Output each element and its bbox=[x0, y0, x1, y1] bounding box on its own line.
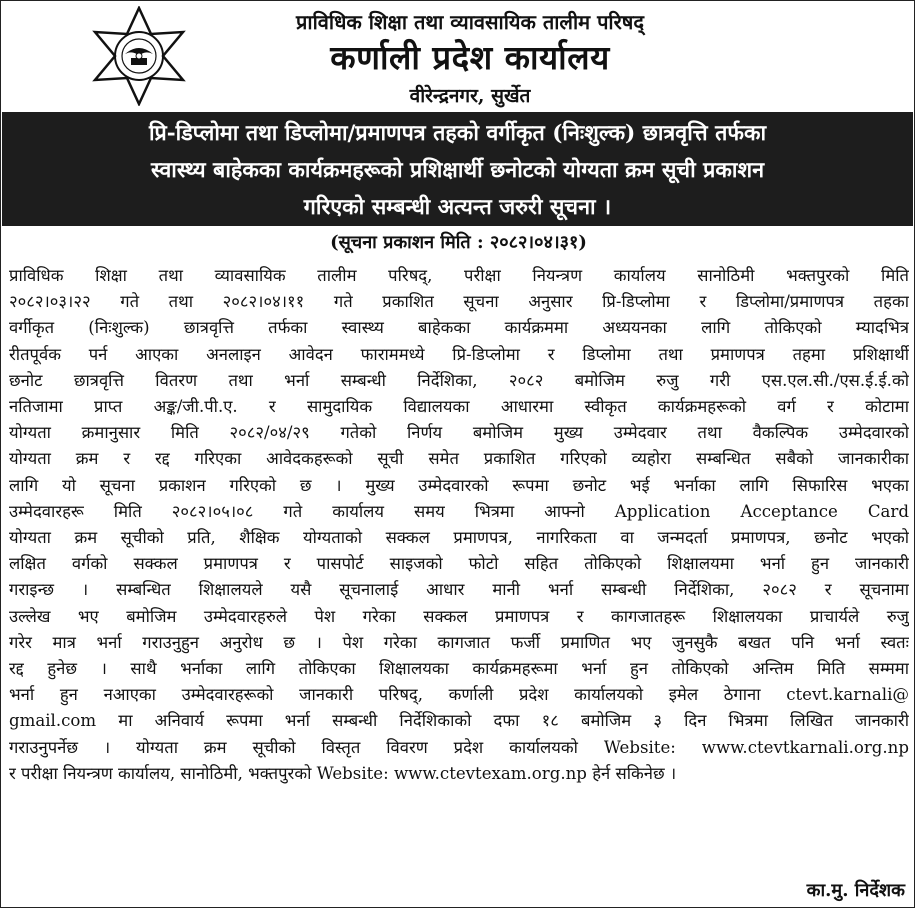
body-line: रीतपूर्वक पर्न आएका अनलाइन आवेदन फाराममध्ये प्रि-डिप्लोमा र डिप्लोमा तथा प्रमाणपत्र तहमा प्रशिक्षार्थी bbox=[9, 344, 909, 364]
notice-header bbox=[0, 0, 917, 112]
office-name: कर्णाली प्रदेश कार्यालय bbox=[330, 38, 610, 77]
body-line: रद्द हुनेछ । साथै भर्नाका लागि तोकिएका शिक्षालयका कार्यक्रमहरूमा भर्ना हुन तोकिएको अन्तिम मिति सम्ममा bbox=[9, 659, 909, 679]
body-line: योग्यता क्रम र रद्द गरिएका आवेदकहरूको सूची समेत प्रकाशित गरिएको व्यहोरा सम्बन्धित सबैको जानकारीका bbox=[9, 449, 909, 469]
office-location: वीरेन्द्रनगर, सुर्खेत bbox=[409, 85, 531, 107]
banner-line: गरिएको सम्बन्धी अत्यन्त जरुरी सूचना । bbox=[303, 195, 612, 220]
banner-line: प्रि-डिप्लोमा तथा डिप्लोमा/प्रमाणपत्र तहको वर्गीकृत (निःशुल्क) छात्रवृत्ति तर्फका bbox=[148, 121, 767, 146]
body-line: २०८२।०३।२२ गते तथा २०८२।०४।११ गते प्रकाशित सूचना अनुसार प्रि-डिप्लोमा र डिप्लोमा/प्रमाणपत्र तहका bbox=[9, 292, 909, 312]
ctevt-star-emblem-icon bbox=[85, 6, 193, 106]
org-parent-name: प्राविधिक शिक्षा तथा व्यावसायिक तालीम परिषद् bbox=[296, 10, 644, 34]
body-line: gmail.com मा अनिवार्य रूपमा भर्ना सम्बन्धी निर्देशिकाको दफा १८ बमोजिम ३ दिन भित्रमा लिखित जानकारी bbox=[9, 711, 909, 731]
body-line: नतिजामा प्राप्त अङ्क/जी.पी.ए. र सामुदायिक विद्यालयका आधारमा स्वीकृत कार्यक्रमहरूको वर्ग र कोटामा bbox=[9, 397, 909, 417]
notice-body bbox=[9, 263, 909, 787]
body-line: प्राविधिक शिक्षा तथा व्यावसायिक तालीम परिषद्, परीक्षा नियन्त्रण कार्यालय सानोठिमी भक्तपुरको मिति bbox=[9, 266, 909, 285]
body-line: उल्लेख भए बमोजिम उम्मेदवारहरुले पेश गरेका सक्कल प्रमाणपत्र र कागजातहरू शिक्षालयका प्राचार्यले रुजु bbox=[9, 606, 909, 626]
body-line: भर्ना हुन नआएका उम्मेदवारहरूको जानकारी परिषद्, कर्णाली प्रदेश कार्यालयको इमेल ठेगाना ctevt.karnali@ bbox=[9, 685, 909, 705]
notice-title-banner bbox=[2, 112, 913, 226]
publication-date: (सूचना प्रकाशन मिति : २०८२।०४।३१) bbox=[330, 232, 587, 253]
body-line: गराउनुपर्नेछ । योग्यता क्रम सूचीको विस्तृत विवरण प्रदेश कार्यालयको Website: www.ctevtkarnali.org.np bbox=[9, 737, 909, 757]
body-line: लागि यो सूचना प्रकाशन गरिएको छ । मुख्य उम्मेदवारको रूपमा छनोट भई भर्नाका लागि सिफारिस भएका bbox=[9, 475, 909, 495]
banner-line: स्वास्थ्य बाहेकका कार्यक्रमहरूको प्रशिक्षार्थी छनोटको योग्यता क्रम सूची प्रकाशन bbox=[150, 158, 764, 183]
body-line: वर्गीकृत (निःशुल्क) छात्रवृत्ति तर्फका स्वास्थ्य बाहेकका कार्यक्रममा अध्ययनका लागि तोकिएको म्यादभित्र bbox=[9, 318, 909, 338]
body-line: छनोट छात्रवृत्ति वितरण तथा भर्ना सम्बन्धी निर्देशिका, २०८२ बमोजिम रुजु गरी एस.एल.सी./एस.ई.ई.को bbox=[9, 370, 909, 390]
body-line: लक्षित वर्गको सक्कल प्रमाणपत्र र पासपोर्ट साइजको फोटो सहित तोकिएको शिक्षालयमा भर्ना हुन जानकारी bbox=[9, 554, 909, 574]
body-line: योग्यता क्रम सूचीको प्रति, शैक्षिक योग्यताको सक्कल प्रमाणपत्र, नागरिकता वा जन्मदर्ता प्रमाणपत्र, छनोट भएको bbox=[9, 528, 909, 548]
body-line: योग्यता क्रमानुसार मिति २०८२/०४/२९ गतेको निर्णय बमोजिम मुख्य उम्मेदवार तथा वैकल्पिक उम्मेदवारको bbox=[9, 423, 909, 443]
body-line: गराइन्छ । सम्बन्धित शिक्षालयले यसै सूचनालाई आधार मानी भर्ना सम्बन्धी निर्देशिका, २०८२ र सूचनामा bbox=[9, 580, 909, 600]
body-line: गरेर मात्र भर्ना गराउनुहुन अनुरोध छ । पेश गरेका कागजात फर्जी प्रमाणित भए जुनसुकै बखत पनि भर्ना स्वतः bbox=[9, 632, 909, 652]
body-line: र परीक्षा नियन्त्रण कार्यालय, सानोठिमी, भक्तपुरको Website: www.ctevtexam.org.np हेर्न सकिनेछ । bbox=[9, 763, 677, 783]
body-line: उम्मेदवारहरू मिति २०८२।०५।०८ गते कार्यालय समय भित्रमा आफ्नो Application Acceptance Card bbox=[9, 501, 909, 521]
signature-designation: का.मु. निर्देशक bbox=[806, 880, 905, 901]
